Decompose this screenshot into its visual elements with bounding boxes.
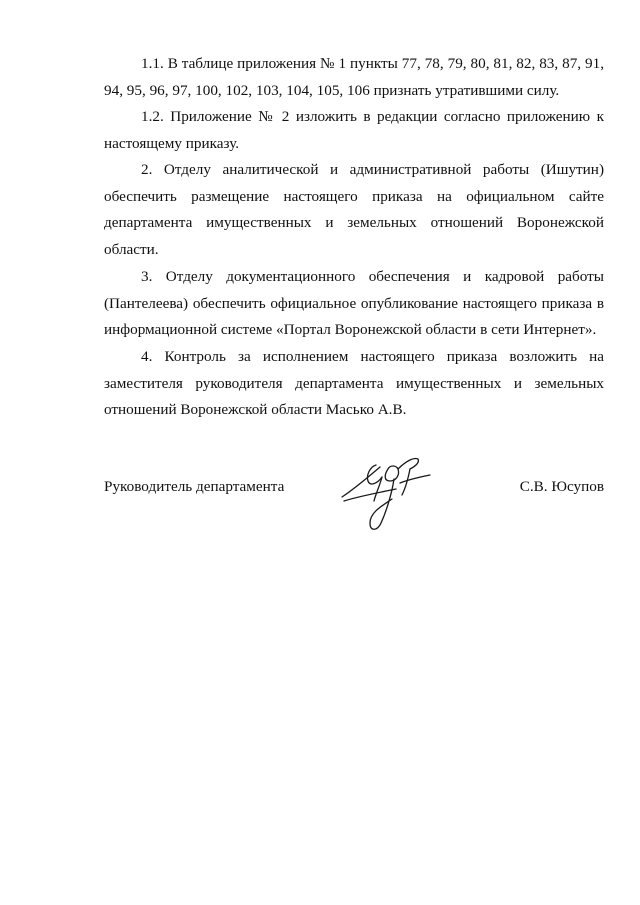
paragraph-2: 2. Отделу аналитической и административной работы (Ишутин) обеспечить размещение настоящего приказа на официальном сайте департамента имущественных и земельных отношений Воронежской области. [104, 161, 604, 259]
paragraph-3: 3. Отделу документационного обеспечения и кадровой работы (Пантелеева) обеспечить официальное опубликование настоящего приказа в информационной системе «Портал Воронежской области в сети Интернет». [104, 268, 604, 339]
paragraph-1-1: 1.1. В таблице приложения № 1 пункты 77, 78, 79, 80, 81, 82, 83, 87, 91, 94, 95, 96, 97, 100, 102, 103, 104, 105, 106 признать утратившими силу. [104, 55, 604, 99]
paragraph-1-2: 1.2. Приложение № 2 изложить в редакции согласно приложению к настоящему приказу. [104, 108, 604, 152]
paragraph-4: 4. Контроль за исполнением настоящего приказа возложить на заместителя руководителя департамента имущественных и земельных отношений Воронежской области Масько А.В. [104, 348, 604, 419]
signer-title: Руководитель департамента [104, 478, 285, 495]
signer-name: С.В. Юсупов [519, 478, 604, 495]
handwritten-signature [336, 453, 446, 535]
